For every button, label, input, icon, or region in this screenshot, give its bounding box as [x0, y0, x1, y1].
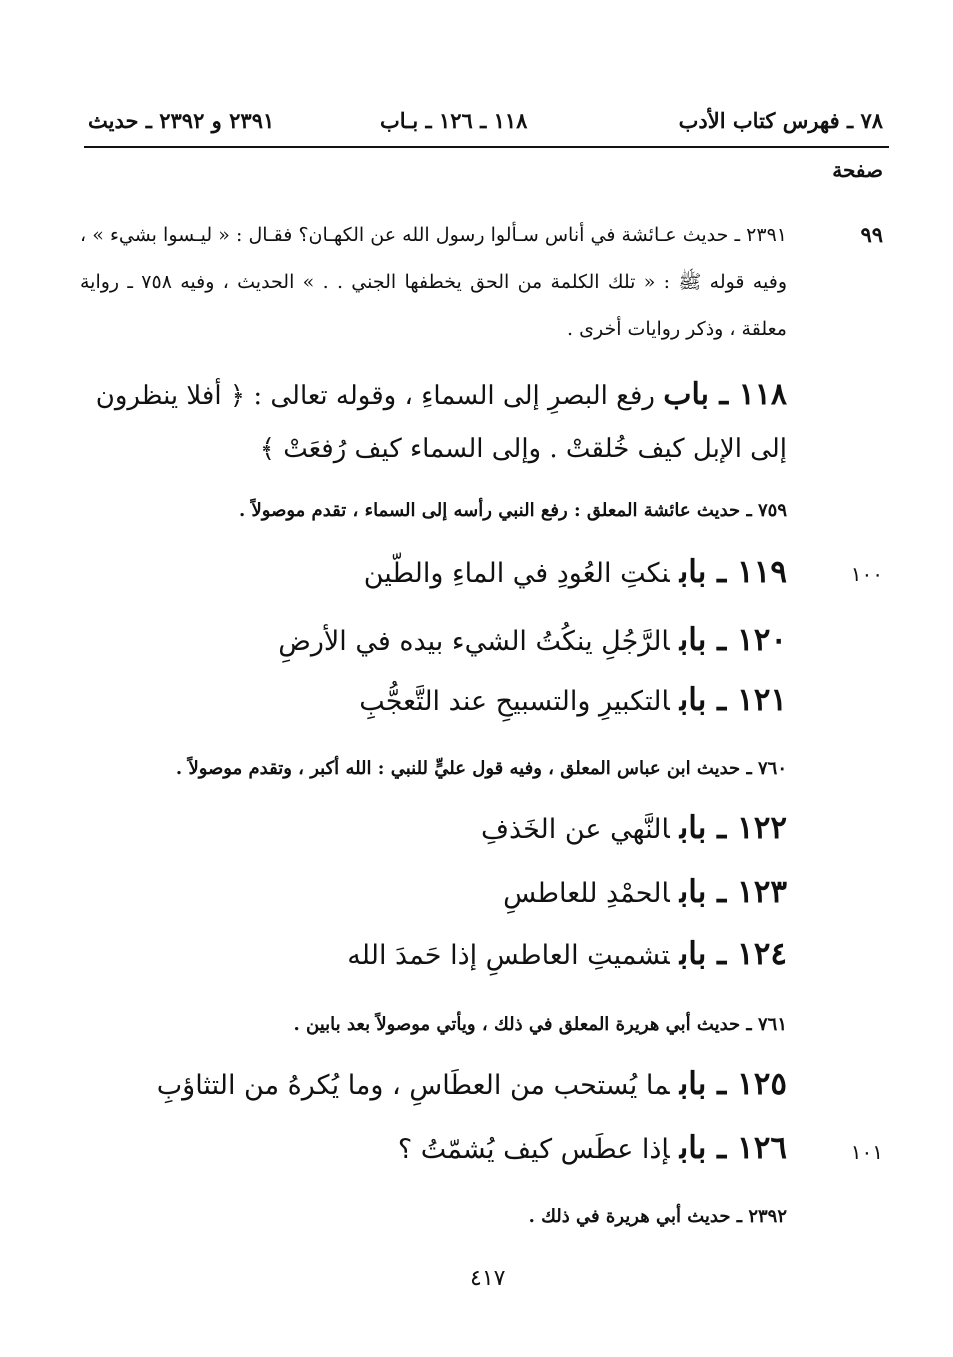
- bab-title-text: إذا عطَس كيف يُشمّتُ ؟: [397, 1134, 670, 1165]
- bab-125: [157, 1066, 787, 1102]
- page-ref-99: ٩٩: [860, 222, 883, 247]
- page-number: ٤١٧: [470, 1266, 506, 1291]
- bab-122: [481, 810, 787, 846]
- bab-126: [398, 1130, 787, 1166]
- bab-title-text: النَّهي عن الخَذفِ: [480, 814, 670, 845]
- note-761: ٧٦١ ـ حديث أبي هريرة المعلق في ذلك ، ويأتي موصولاً بعد بابين .: [293, 1014, 787, 1035]
- page-ref-101: ١٠١: [850, 1140, 883, 1164]
- running-header-hadith-range: ٢٣٩١ و ٢٣٩٢ ـ حديث: [88, 108, 275, 133]
- bab-120: [278, 622, 787, 658]
- bab-number: ١٢٤ ـ باب: [679, 936, 787, 972]
- bab-number: ١٢٣ ـ باب: [679, 874, 787, 910]
- note-760: ٧٦٠ ـ حديث ابن عباس المعلق ، وفيه قول عليٍّ للنبي : الله أكبر ، وتقدم موصولاً .: [175, 758, 787, 779]
- bab-title-text: نكتِ العُودِ في الماءِ والطّين: [363, 558, 670, 589]
- bab-title-text: ما يُستحب من العطَاسِ ، وما يُكرهُ من التثاؤبِ: [156, 1070, 670, 1101]
- bab-number: ١١٩ ـ باب: [679, 554, 787, 590]
- bab-123: [503, 874, 787, 910]
- bab-title-text: رفع البصرِ إلى السماءِ ، وقوله تعالى : ﴿ أفلا ينظرون إلى الإبل كيف خُلقتْ . وإلى السماء كيف رُفعَتْ ﴾: [95, 381, 787, 464]
- hadith-entry-2391: ٢٣٩١ ـ حديث عـائشة في أناس سـألوا رسول الله عن الكهـان؟ فقـال : « ليـسوا بشيء » ، وفيه قوله ﷺ : « تلك الكلمة من الحق يخطفها الجني . . » الحديث ، وفيه ٧٥٨ ـ رواية معلقة ، وذكر روايات أخرى .: [80, 224, 787, 340]
- bab-number: ١٢٥ ـ باب: [679, 1066, 787, 1102]
- bab-118: [80, 368, 787, 476]
- bab-number: ١٢١ ـ باب: [679, 682, 787, 718]
- bab-title-text: الرَّجُلِ ينكُتُ الشيء بيده في الأرضِ: [278, 626, 670, 657]
- page-ref-100: ١٠٠: [850, 562, 883, 586]
- note-759: ٧٥٩ ـ حديث عائشة المعلق : رفع النبي رأسه إلى السماء ، تقدم موصولاً .: [238, 500, 787, 521]
- bab-title-text: تشميتِ العاطسِ إذا حَمدَ الله: [347, 940, 670, 971]
- page-column-label: صفحة: [832, 158, 883, 182]
- bab-number: ١٢٢ ـ باب: [679, 810, 787, 846]
- bab-title-text: الحمْدِ للعاطسِ: [503, 878, 670, 909]
- running-header-chapter: ٧٨ ـ فهرس كتاب الأدب: [678, 108, 883, 133]
- bab-number: ١٢٦ ـ باب: [679, 1130, 787, 1166]
- bab-number: ١٢٠ ـ باب: [679, 622, 787, 658]
- bab-title-text: التكبيرِ والتسبيحِ عند التَّعجُّبِ: [359, 686, 670, 717]
- bab-121: [359, 682, 787, 718]
- bab-124: [347, 936, 787, 972]
- running-header-bab-range: ١١٨ ـ ١٢٦ ـ بـاب: [380, 108, 528, 133]
- header-rule: [84, 146, 889, 148]
- note-2392: ٢٣٩٢ ـ حديث أبي هريرة في ذلك .: [528, 1206, 787, 1227]
- bab-119: [364, 554, 787, 590]
- bab-number: ١١٨ ـ باب: [663, 377, 787, 412]
